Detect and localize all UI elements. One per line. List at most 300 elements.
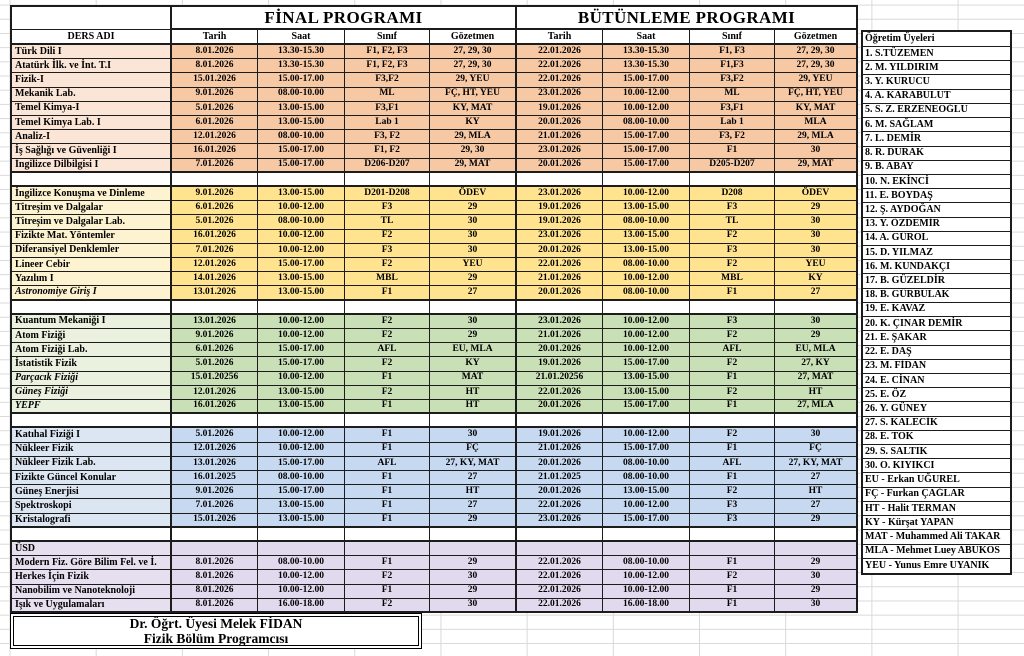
final-gozetmen-cell[interactable]: 30 <box>430 570 517 584</box>
butunleme-sinif-cell[interactable]: F3, F2 <box>690 130 775 144</box>
butunleme-sinif-cell[interactable]: F3 <box>690 244 775 258</box>
butunleme-gozetmen-cell[interactable]: KY, MAT <box>775 102 858 116</box>
final-saat-cell[interactable]: 08.00-10.00 <box>258 88 345 102</box>
final-tarih-cell[interactable]: 12.01.2026 <box>172 130 258 144</box>
final-saat-cell[interactable]: 13.00-15.00 <box>258 499 345 513</box>
final-sinif-cell[interactable]: D201-D208 <box>345 187 430 201</box>
faculty-item[interactable]: 14. A. GÜROL <box>863 232 1010 246</box>
final-gozetmen-cell[interactable]: 27, 29, 30 <box>430 59 517 73</box>
butunleme-tarih-cell[interactable]: 21.01.2025 <box>517 471 603 485</box>
final-tarih-cell[interactable]: 12.01.2026 <box>172 258 258 272</box>
butunleme-tarih-cell[interactable]: 19.01.2026 <box>517 102 603 116</box>
butunleme-saat-cell[interactable]: 15.00-17.00 <box>603 443 690 457</box>
butunleme-tarih-cell[interactable]: 20.01.2026 <box>517 485 603 499</box>
final-gozetmen-cell[interactable]: 27 <box>430 471 517 485</box>
final-tarih-cell[interactable]: 14.01.2026 <box>172 272 258 286</box>
butunleme-gozetmen-cell[interactable]: 30 <box>775 144 858 158</box>
final-sinif-cell[interactable]: Lab 1 <box>345 116 430 130</box>
butunleme-saat-cell[interactable]: 08.00-10.00 <box>603 471 690 485</box>
final-sinif-cell[interactable]: F2 <box>345 258 430 272</box>
butunleme-sinif-cell[interactable]: F1 <box>690 400 775 414</box>
butunleme-tarih-cell[interactable]: 19.01.2026 <box>517 428 603 442</box>
butunleme-sinif-cell[interactable]: F2 <box>690 258 775 272</box>
butunleme-saat-cell[interactable]: 13.30-15.30 <box>603 59 690 73</box>
butunleme-gozetmen-cell[interactable]: 29, MLA <box>775 130 858 144</box>
butunleme-tarih-cell[interactable]: 21.01.2026 <box>517 443 603 457</box>
final-gozetmen-cell[interactable]: FÇ, HT, YEU <box>430 88 517 102</box>
butunleme-sinif-cell[interactable]: AFL <box>690 343 775 357</box>
final-gozetmen-cell[interactable]: HT <box>430 485 517 499</box>
faculty-item[interactable]: 15. D. YILMAZ <box>863 246 1010 260</box>
butunleme-saat-cell[interactable] <box>603 542 690 556</box>
final-tarih-cell[interactable]: 12.01.2026 <box>172 386 258 400</box>
course-name-cell[interactable]: Nanobilim ve Nanoteknoloji <box>10 585 172 599</box>
final-gozetmen-cell[interactable]: 27 <box>430 499 517 513</box>
final-saat-cell[interactable]: 15.00-17.00 <box>258 457 345 471</box>
butunleme-saat-cell[interactable]: 08.00-10.00 <box>603 258 690 272</box>
final-gozetmen-cell[interactable]: KY <box>430 116 517 130</box>
faculty-item[interactable]: 10. N. EKİNCİ <box>863 175 1010 189</box>
final-gozetmen-cell[interactable]: 29 <box>430 585 517 599</box>
final-sinif-cell[interactable]: F1, F2, F3 <box>345 45 430 59</box>
final-gozetmen-cell[interactable]: 30 <box>430 215 517 229</box>
final-gozetmen-cell[interactable]: HT <box>430 400 517 414</box>
butunleme-gozetmen-cell[interactable]: 30 <box>775 315 858 329</box>
butunleme-saat-cell[interactable]: 15.00-17.00 <box>603 400 690 414</box>
faculty-item[interactable]: 7. L. DEMİR <box>863 132 1010 146</box>
butunleme-gozetmen-cell[interactable]: 27, MLA <box>775 400 858 414</box>
faculty-item[interactable]: 9. B. ABAY <box>863 161 1010 175</box>
course-name-cell[interactable]: Fizikte Mat. Yöntemler <box>10 230 172 244</box>
course-name-cell[interactable]: Atatürk İlk. ve İnt. T.I <box>10 59 172 73</box>
final-gozetmen-cell[interactable]: 29, YEU <box>430 73 517 87</box>
butunleme-tarih-cell[interactable]: 23.01.2026 <box>517 514 603 528</box>
butunleme-saat-cell[interactable]: 10.00-12.00 <box>603 570 690 584</box>
final-saat-cell[interactable]: 15.00-17.00 <box>258 343 345 357</box>
butunleme-saat-cell[interactable]: 08.00-10.00 <box>603 286 690 300</box>
course-name-cell[interactable]: Herkes İçin Fizik <box>10 570 172 584</box>
butunleme-gozetmen-cell[interactable]: MLA <box>775 116 858 130</box>
butunleme-tarih-cell[interactable]: 22.01.2026 <box>517 585 603 599</box>
final-sinif-cell[interactable]: F1 <box>345 428 430 442</box>
final-saat-cell[interactable]: 10.00-12.00 <box>258 570 345 584</box>
butunleme-sinif-cell[interactable]: F1, F3 <box>690 45 775 59</box>
final-sinif-cell[interactable]: F1 <box>345 471 430 485</box>
faculty-item[interactable]: 25. E. ÖZ <box>863 388 1010 402</box>
final-tarih-cell[interactable]: 16.01.2026 <box>172 400 258 414</box>
course-name-cell[interactable]: Lineer Cebir <box>10 258 172 272</box>
butunleme-saat-cell[interactable]: 10.00-12.00 <box>603 187 690 201</box>
course-name-cell[interactable]: Katıhal Fiziği I <box>10 428 172 442</box>
butunleme-gozetmen-cell[interactable]: 30 <box>775 244 858 258</box>
final-tarih-cell[interactable]: 9.01.2026 <box>172 187 258 201</box>
butunleme-tarih-cell[interactable]: 21.01.2026 <box>517 130 603 144</box>
final-gozetmen-cell[interactable]: 29 <box>430 201 517 215</box>
final-saat-cell[interactable]: 13.00-15.00 <box>258 116 345 130</box>
final-saat-cell[interactable]: 13.00-15.00 <box>258 286 345 300</box>
course-name-cell[interactable]: Parçacık Fiziği <box>10 372 172 386</box>
course-name-cell[interactable]: Nükleer Fizik <box>10 443 172 457</box>
final-gozetmen-cell[interactable]: FÇ <box>430 443 517 457</box>
final-sinif-cell[interactable]: AFL <box>345 343 430 357</box>
final-tarih-cell[interactable]: 15.01.2026 <box>172 73 258 87</box>
course-name-cell[interactable]: Türk Dili I <box>10 45 172 59</box>
butunleme-gozetmen-cell[interactable]: 27 <box>775 471 858 485</box>
butunleme-sinif-cell[interactable]: F2 <box>690 570 775 584</box>
final-gozetmen-cell[interactable]: 27, 29, 30 <box>430 45 517 59</box>
final-saat-cell[interactable]: 13.00-15.00 <box>258 386 345 400</box>
final-sinif-cell[interactable]: F2 <box>345 599 430 613</box>
final-sinif-cell[interactable]: F1 <box>345 485 430 499</box>
course-name-cell[interactable]: Titreşim ve Dalgalar Lab. <box>10 215 172 229</box>
final-saat-cell[interactable]: 10.00-12.00 <box>258 244 345 258</box>
course-name-cell[interactable]: Titreşim ve Dalgalar <box>10 201 172 215</box>
faculty-item[interactable]: 29. S. SALTIK <box>863 445 1010 459</box>
final-gozetmen-cell[interactable]: 29 <box>430 556 517 570</box>
butunleme-gozetmen-cell[interactable]: 29 <box>775 585 858 599</box>
butunleme-sinif-cell[interactable]: F3,F1 <box>690 102 775 116</box>
course-name-cell[interactable]: YEPF <box>10 400 172 414</box>
final-gozetmen-cell[interactable]: HT <box>430 386 517 400</box>
butunleme-saat-cell[interactable]: 10.00-12.00 <box>603 585 690 599</box>
butunleme-tarih-cell[interactable]: 20.01.2026 <box>517 244 603 258</box>
final-gozetmen-cell[interactable]: YEU <box>430 258 517 272</box>
butunleme-saat-cell[interactable]: 15.00-17.00 <box>603 159 690 173</box>
course-name-cell[interactable]: İngilizce Dilbilgisi I <box>10 159 172 173</box>
butunleme-tarih-cell[interactable]: 21.01.2026 <box>517 329 603 343</box>
butunleme-sinif-cell[interactable] <box>690 542 775 556</box>
butunleme-tarih-cell[interactable]: 23.01.2026 <box>517 144 603 158</box>
final-sinif-cell[interactable]: F3 <box>345 201 430 215</box>
faculty-item[interactable]: EU - Erkan UĞUREL <box>863 473 1010 487</box>
butunleme-tarih-cell[interactable]: 19.01.2026 <box>517 201 603 215</box>
final-sinif-cell[interactable]: F2 <box>345 357 430 371</box>
course-name-cell[interactable]: Nükleer Fizik Lab. <box>10 457 172 471</box>
butunleme-saat-cell[interactable]: 16.00-18.00 <box>603 599 690 613</box>
butunleme-tarih-cell[interactable]: 22.01.2026 <box>517 386 603 400</box>
butunleme-sinif-cell[interactable]: MBL <box>690 272 775 286</box>
faculty-item[interactable]: 20. K. ÇINAR DEMİR <box>863 317 1010 331</box>
butunleme-tarih-cell[interactable]: 22.01.2026 <box>517 45 603 59</box>
butunleme-gozetmen-cell[interactable]: 27, KY <box>775 357 858 371</box>
butunleme-saat-cell[interactable]: 15.00-17.00 <box>603 144 690 158</box>
faculty-item[interactable]: KY - Kürşat YAPAN <box>863 516 1010 530</box>
butunleme-gozetmen-cell[interactable]: FÇ, HT, YEU <box>775 88 858 102</box>
course-name-cell[interactable]: Fizikte Güncel Konular <box>10 471 172 485</box>
butunleme-tarih-cell[interactable]: 23.01.2026 <box>517 315 603 329</box>
butunleme-saat-cell[interactable]: 08.00-10.00 <box>603 457 690 471</box>
course-name-header[interactable]: DERS ADI <box>10 30 172 45</box>
final-gozetmen-cell[interactable]: 29 <box>430 272 517 286</box>
final-tarih-cell[interactable]: 13.01.2026 <box>172 315 258 329</box>
final-gozetmen-cell[interactable]: 29, MLA <box>430 130 517 144</box>
course-name-cell[interactable]: Spektroskopi <box>10 499 172 513</box>
final-tarih-cell[interactable]: 15.01.2026 <box>172 514 258 528</box>
course-name-cell[interactable]: Mekanik Lab. <box>10 88 172 102</box>
butunleme-gozetmen-cell[interactable]: 27 <box>775 499 858 513</box>
final-gozetmen-cell[interactable]: ÖDEV <box>430 187 517 201</box>
final-tarih-cell[interactable]: 8.01.2026 <box>172 585 258 599</box>
faculty-item[interactable]: 11. E. BOYDAŞ <box>863 189 1010 203</box>
course-name-cell[interactable]: Güneş Enerjisi <box>10 485 172 499</box>
faculty-item[interactable]: 21. E. ŞAKAR <box>863 331 1010 345</box>
butunleme-saat-cell[interactable]: 13.00-15.00 <box>603 386 690 400</box>
final-sinif-header[interactable]: Sınıf <box>345 30 430 45</box>
faculty-item[interactable]: 17. B. GÜZELDİR <box>863 274 1010 288</box>
final-sinif-cell[interactable]: ML <box>345 88 430 102</box>
final-sinif-cell[interactable]: F1 <box>345 286 430 300</box>
course-name-cell[interactable]: ÜSD <box>10 542 172 556</box>
butunleme-tarih-cell[interactable]: 20.01.2026 <box>517 343 603 357</box>
butunleme-gozetmen-cell[interactable]: 29 <box>775 201 858 215</box>
butunleme-saat-cell[interactable]: 10.00-12.00 <box>603 315 690 329</box>
final-gozetmen-cell[interactable]: 30 <box>430 428 517 442</box>
butunleme-tarih-cell[interactable]: 22.01.2026 <box>517 59 603 73</box>
final-tarih-cell[interactable]: 12.01.2026 <box>172 443 258 457</box>
final-tarih-cell[interactable]: 7.01.2026 <box>172 159 258 173</box>
butunleme-saat-header[interactable]: Saat <box>603 30 690 45</box>
final-saat-cell[interactable]: 10.00-12.00 <box>258 585 345 599</box>
butunleme-tarih-cell[interactable]: 20.01.2026 <box>517 400 603 414</box>
butunleme-tarih-cell[interactable]: 22.01.2026 <box>517 599 603 613</box>
final-tarih-cell[interactable] <box>172 542 258 556</box>
final-sinif-cell[interactable]: AFL <box>345 457 430 471</box>
final-gozetmen-cell[interactable]: 29, 30 <box>430 144 517 158</box>
final-sinif-cell[interactable]: F2 <box>345 230 430 244</box>
faculty-item[interactable]: 8. R. DURAK <box>863 147 1010 161</box>
final-saat-cell[interactable]: 13.00-15.00 <box>258 272 345 286</box>
butunleme-sinif-cell[interactable]: Lab 1 <box>690 116 775 130</box>
final-sinif-cell[interactable]: TL <box>345 215 430 229</box>
butunleme-sinif-cell[interactable]: F2 <box>690 329 775 343</box>
butunleme-saat-cell[interactable]: 13.00-15.00 <box>603 230 690 244</box>
final-saat-cell[interactable]: 10.00-12.00 <box>258 201 345 215</box>
faculty-item[interactable]: 18. B. GÜRBULAK <box>863 289 1010 303</box>
final-saat-cell[interactable]: 10.00-12.00 <box>258 443 345 457</box>
course-name-cell[interactable]: Astronomiye Giriş I <box>10 286 172 300</box>
final-saat-cell[interactable]: 13.00-15.00 <box>258 187 345 201</box>
final-gozetmen-cell[interactable]: 27, KY, MAT <box>430 457 517 471</box>
final-gozetmen-cell[interactable]: KY, MAT <box>430 102 517 116</box>
final-sinif-cell[interactable]: F2 <box>345 329 430 343</box>
faculty-item[interactable]: FÇ - Furkan ÇAĞLAR <box>863 488 1010 502</box>
course-name-cell[interactable]: Işık ve Uygulamaları <box>10 599 172 613</box>
butunleme-gozetmen-cell[interactable]: 29 <box>775 556 858 570</box>
final-saat-cell[interactable]: 10.00-12.00 <box>258 315 345 329</box>
butunleme-sinif-cell[interactable]: F1 <box>690 286 775 300</box>
faculty-item[interactable]: 2. M. YILDIRIM <box>863 61 1010 75</box>
final-saat-cell[interactable]: 08.00-10.00 <box>258 556 345 570</box>
butunleme-sinif-cell[interactable]: F1 <box>690 599 775 613</box>
butunleme-gozetmen-cell[interactable]: 29 <box>775 514 858 528</box>
final-sinif-cell[interactable]: D206-D207 <box>345 159 430 173</box>
butunleme-saat-cell[interactable]: 15.00-17.00 <box>603 73 690 87</box>
butunleme-gozetmen-cell[interactable]: 27 <box>775 286 858 300</box>
butunleme-sinif-cell[interactable]: D205-D207 <box>690 159 775 173</box>
butunleme-tarih-cell[interactable]: 19.01.2026 <box>517 215 603 229</box>
final-sinif-cell[interactable]: MBL <box>345 272 430 286</box>
course-name-cell[interactable]: Kristalografi <box>10 514 172 528</box>
butunleme-gozetmen-cell[interactable]: 27, 29, 30 <box>775 45 858 59</box>
butunleme-sinif-cell[interactable]: TL <box>690 215 775 229</box>
final-tarih-cell[interactable]: 8.01.2026 <box>172 45 258 59</box>
butunleme-sinif-cell[interactable]: ML <box>690 88 775 102</box>
butunleme-saat-cell[interactable]: 10.00-12.00 <box>603 329 690 343</box>
butunleme-sinif-cell[interactable]: F2 <box>690 386 775 400</box>
final-gozetmen-cell[interactable]: 30 <box>430 244 517 258</box>
final-saat-cell[interactable]: 13.00-15.00 <box>258 400 345 414</box>
course-name-cell[interactable]: Temel Kimya Lab. I <box>10 116 172 130</box>
final-tarih-cell[interactable]: 8.01.2026 <box>172 599 258 613</box>
butunleme-tarih-cell[interactable]: 21.01.2026 <box>517 272 603 286</box>
course-name-cell[interactable]: Atom Fiziği <box>10 329 172 343</box>
butunleme-saat-cell[interactable]: 15.00-17.00 <box>603 514 690 528</box>
course-name-cell[interactable]: Güneş Fiziği <box>10 386 172 400</box>
final-gozetmen-cell[interactable]: 29, MAT <box>430 159 517 173</box>
butunleme-sinif-cell[interactable]: F3 <box>690 499 775 513</box>
final-tarih-cell[interactable]: 6.01.2026 <box>172 343 258 357</box>
final-sinif-cell[interactable]: F2 <box>345 570 430 584</box>
butunleme-sinif-cell[interactable]: AFL <box>690 457 775 471</box>
final-tarih-cell[interactable]: 16.01.2025 <box>172 471 258 485</box>
final-saat-cell[interactable]: 13.00-15.00 <box>258 102 345 116</box>
final-tarih-header[interactable]: Tarih <box>172 30 258 45</box>
final-saat-cell[interactable]: 08.00-10.00 <box>258 130 345 144</box>
butunleme-gozetmen-cell[interactable]: FÇ <box>775 443 858 457</box>
final-sinif-cell[interactable]: F1 <box>345 499 430 513</box>
butunleme-gozetmen-cell[interactable] <box>775 542 858 556</box>
butunleme-saat-cell[interactable]: 15.00-17.00 <box>603 130 690 144</box>
final-sinif-cell[interactable]: F1 <box>345 514 430 528</box>
final-saat-cell[interactable]: 10.00-12.00 <box>258 230 345 244</box>
final-tarih-cell[interactable]: 9.01.2026 <box>172 329 258 343</box>
final-saat-cell[interactable]: 10.00-12.00 <box>258 329 345 343</box>
butunleme-tarih-cell[interactable]: 23.01.2026 <box>517 187 603 201</box>
final-sinif-cell[interactable]: F1 <box>345 400 430 414</box>
final-tarih-cell[interactable]: 8.01.2026 <box>172 59 258 73</box>
butunleme-sinif-cell[interactable]: F3,F2 <box>690 73 775 87</box>
final-saat-cell[interactable]: 10.00-12.00 <box>258 372 345 386</box>
butunleme-tarih-cell[interactable]: 19.01.2026 <box>517 357 603 371</box>
butunleme-sinif-cell[interactable]: F1 <box>690 585 775 599</box>
final-tarih-cell[interactable]: 16.01.2026 <box>172 230 258 244</box>
butunleme-saat-cell[interactable]: 10.00-12.00 <box>603 499 690 513</box>
butunleme-saat-cell[interactable]: 10.00-12.00 <box>603 102 690 116</box>
final-saat-cell[interactable]: 08.00-10.00 <box>258 215 345 229</box>
butunleme-sinif-cell[interactable]: F1 <box>690 372 775 386</box>
butunleme-sinif-cell[interactable]: F3 <box>690 201 775 215</box>
butunleme-sinif-cell[interactable]: F2 <box>690 357 775 371</box>
butunleme-tarih-cell[interactable]: 20.01.2026 <box>517 286 603 300</box>
final-saat-cell[interactable]: 15.00-17.00 <box>258 73 345 87</box>
course-name-cell[interactable]: Fizik-I <box>10 73 172 87</box>
faculty-item[interactable]: 6. M. SAĞLAM <box>863 118 1010 132</box>
faculty-item[interactable]: MLA - Mehmet Luey ABUKOS <box>863 545 1010 559</box>
faculty-item[interactable]: 16. M. KUNDAKÇI <box>863 260 1010 274</box>
butunleme-sinif-cell[interactable]: F1 <box>690 471 775 485</box>
butunleme-tarih-cell[interactable]: 23.01.2026 <box>517 88 603 102</box>
butunleme-sinif-cell[interactable]: F1 <box>690 556 775 570</box>
final-tarih-cell[interactable]: 9.01.2026 <box>172 485 258 499</box>
butunleme-sinif-cell[interactable]: F3 <box>690 315 775 329</box>
final-saat-cell[interactable]: 10.00-12.00 <box>258 428 345 442</box>
final-gozetmen-cell[interactable]: 30 <box>430 599 517 613</box>
butunleme-gozetmen-cell[interactable]: KY <box>775 272 858 286</box>
final-tarih-cell[interactable]: 5.01.2026 <box>172 428 258 442</box>
course-name-cell[interactable]: Diferansiyel Denklemler <box>10 244 172 258</box>
butunleme-tarih-header[interactable]: Tarih <box>517 30 603 45</box>
butunleme-tarih-cell[interactable]: 22.01.2026 <box>517 570 603 584</box>
faculty-item[interactable]: 30. O. KIYIKCI <box>863 459 1010 473</box>
butunleme-sinif-cell[interactable]: F3 <box>690 514 775 528</box>
faculty-item[interactable]: MAT - Muhammed Ali TAKAR <box>863 530 1010 544</box>
butunleme-gozetmen-cell[interactable]: HT <box>775 485 858 499</box>
final-sinif-cell[interactable]: F3, F2 <box>345 130 430 144</box>
final-tarih-cell[interactable]: 8.01.2026 <box>172 570 258 584</box>
faculty-item[interactable]: 3. Y. KURUCU <box>863 75 1010 89</box>
butunleme-saat-cell[interactable]: 13.00-15.00 <box>603 485 690 499</box>
final-tarih-cell[interactable]: 7.01.2026 <box>172 499 258 513</box>
butunleme-saat-cell[interactable]: 08.00-10.00 <box>603 215 690 229</box>
final-tarih-cell[interactable]: 5.01.2026 <box>172 215 258 229</box>
final-saat-cell[interactable]: 15.00-17.00 <box>258 485 345 499</box>
butunleme-gozetmen-cell[interactable]: YEU <box>775 258 858 272</box>
final-tarih-cell[interactable]: 13.01.2026 <box>172 457 258 471</box>
final-gozetmen-cell[interactable]: 29 <box>430 514 517 528</box>
butunleme-gozetmen-cell[interactable]: 27, MAT <box>775 372 858 386</box>
butunleme-tarih-cell[interactable]: 23.01.2026 <box>517 230 603 244</box>
final-sinif-cell[interactable]: F1 <box>345 443 430 457</box>
final-sinif-cell[interactable]: F1 <box>345 372 430 386</box>
course-name-cell[interactable]: İngilizce Konuşma ve Dinleme <box>10 187 172 201</box>
butunleme-gozetmen-cell[interactable]: 27, KY, MAT <box>775 457 858 471</box>
final-gozetmen-cell[interactable]: 30 <box>430 315 517 329</box>
course-name-cell[interactable]: Temel Kimya-I <box>10 102 172 116</box>
final-sinif-cell[interactable]: F1 <box>345 585 430 599</box>
final-tarih-cell[interactable]: 5.01.2026 <box>172 102 258 116</box>
butunleme-saat-cell[interactable]: 10.00-12.00 <box>603 428 690 442</box>
butunleme-saat-cell[interactable]: 15.00-17.00 <box>603 357 690 371</box>
final-gozetmen-cell[interactable]: KY <box>430 357 517 371</box>
final-saat-cell[interactable]: 16.00-18.00 <box>258 599 345 613</box>
final-gozetmen-cell[interactable] <box>430 542 517 556</box>
butunleme-sinif-cell[interactable]: F1 <box>690 144 775 158</box>
faculty-item[interactable]: 22. E. DAŞ <box>863 346 1010 360</box>
faculty-item[interactable]: 27. S. KALECİK <box>863 417 1010 431</box>
butunleme-gozetmen-cell[interactable]: 29, YEU <box>775 73 858 87</box>
course-name-cell[interactable]: Atom Fiziği Lab. <box>10 343 172 357</box>
butunleme-saat-cell[interactable]: 08.00-10.00 <box>603 116 690 130</box>
butunleme-sinif-header[interactable]: Sınıf <box>690 30 775 45</box>
final-saat-cell[interactable] <box>258 542 345 556</box>
faculty-item[interactable]: 28. E. TOK <box>863 431 1010 445</box>
butunleme-gozetmen-cell[interactable]: 30 <box>775 599 858 613</box>
butunleme-gozetmen-cell[interactable]: EU, MLA <box>775 343 858 357</box>
butunleme-tarih-cell[interactable]: 22.01.2026 <box>517 556 603 570</box>
faculty-item[interactable]: 24. E. CİNAN <box>863 374 1010 388</box>
faculty-item[interactable]: 26. Y. GÜNEY <box>863 402 1010 416</box>
final-sinif-cell[interactable]: F1, F2, F3 <box>345 59 430 73</box>
final-tarih-cell[interactable]: 16.01.2026 <box>172 144 258 158</box>
course-name-cell[interactable]: İstatistik Fizik <box>10 357 172 371</box>
butunleme-saat-cell[interactable]: 13.30-15.30 <box>603 45 690 59</box>
butunleme-gozetmen-cell[interactable]: 29 <box>775 329 858 343</box>
final-sinif-cell[interactable]: F1, F2 <box>345 144 430 158</box>
final-gozetmen-header[interactable]: Gözetmen <box>430 30 517 45</box>
course-name-cell[interactable]: İş Sağlığı ve Güvenliği I <box>10 144 172 158</box>
final-tarih-cell[interactable]: 6.01.2026 <box>172 116 258 130</box>
final-tarih-cell[interactable]: 15.01.20256 <box>172 372 258 386</box>
